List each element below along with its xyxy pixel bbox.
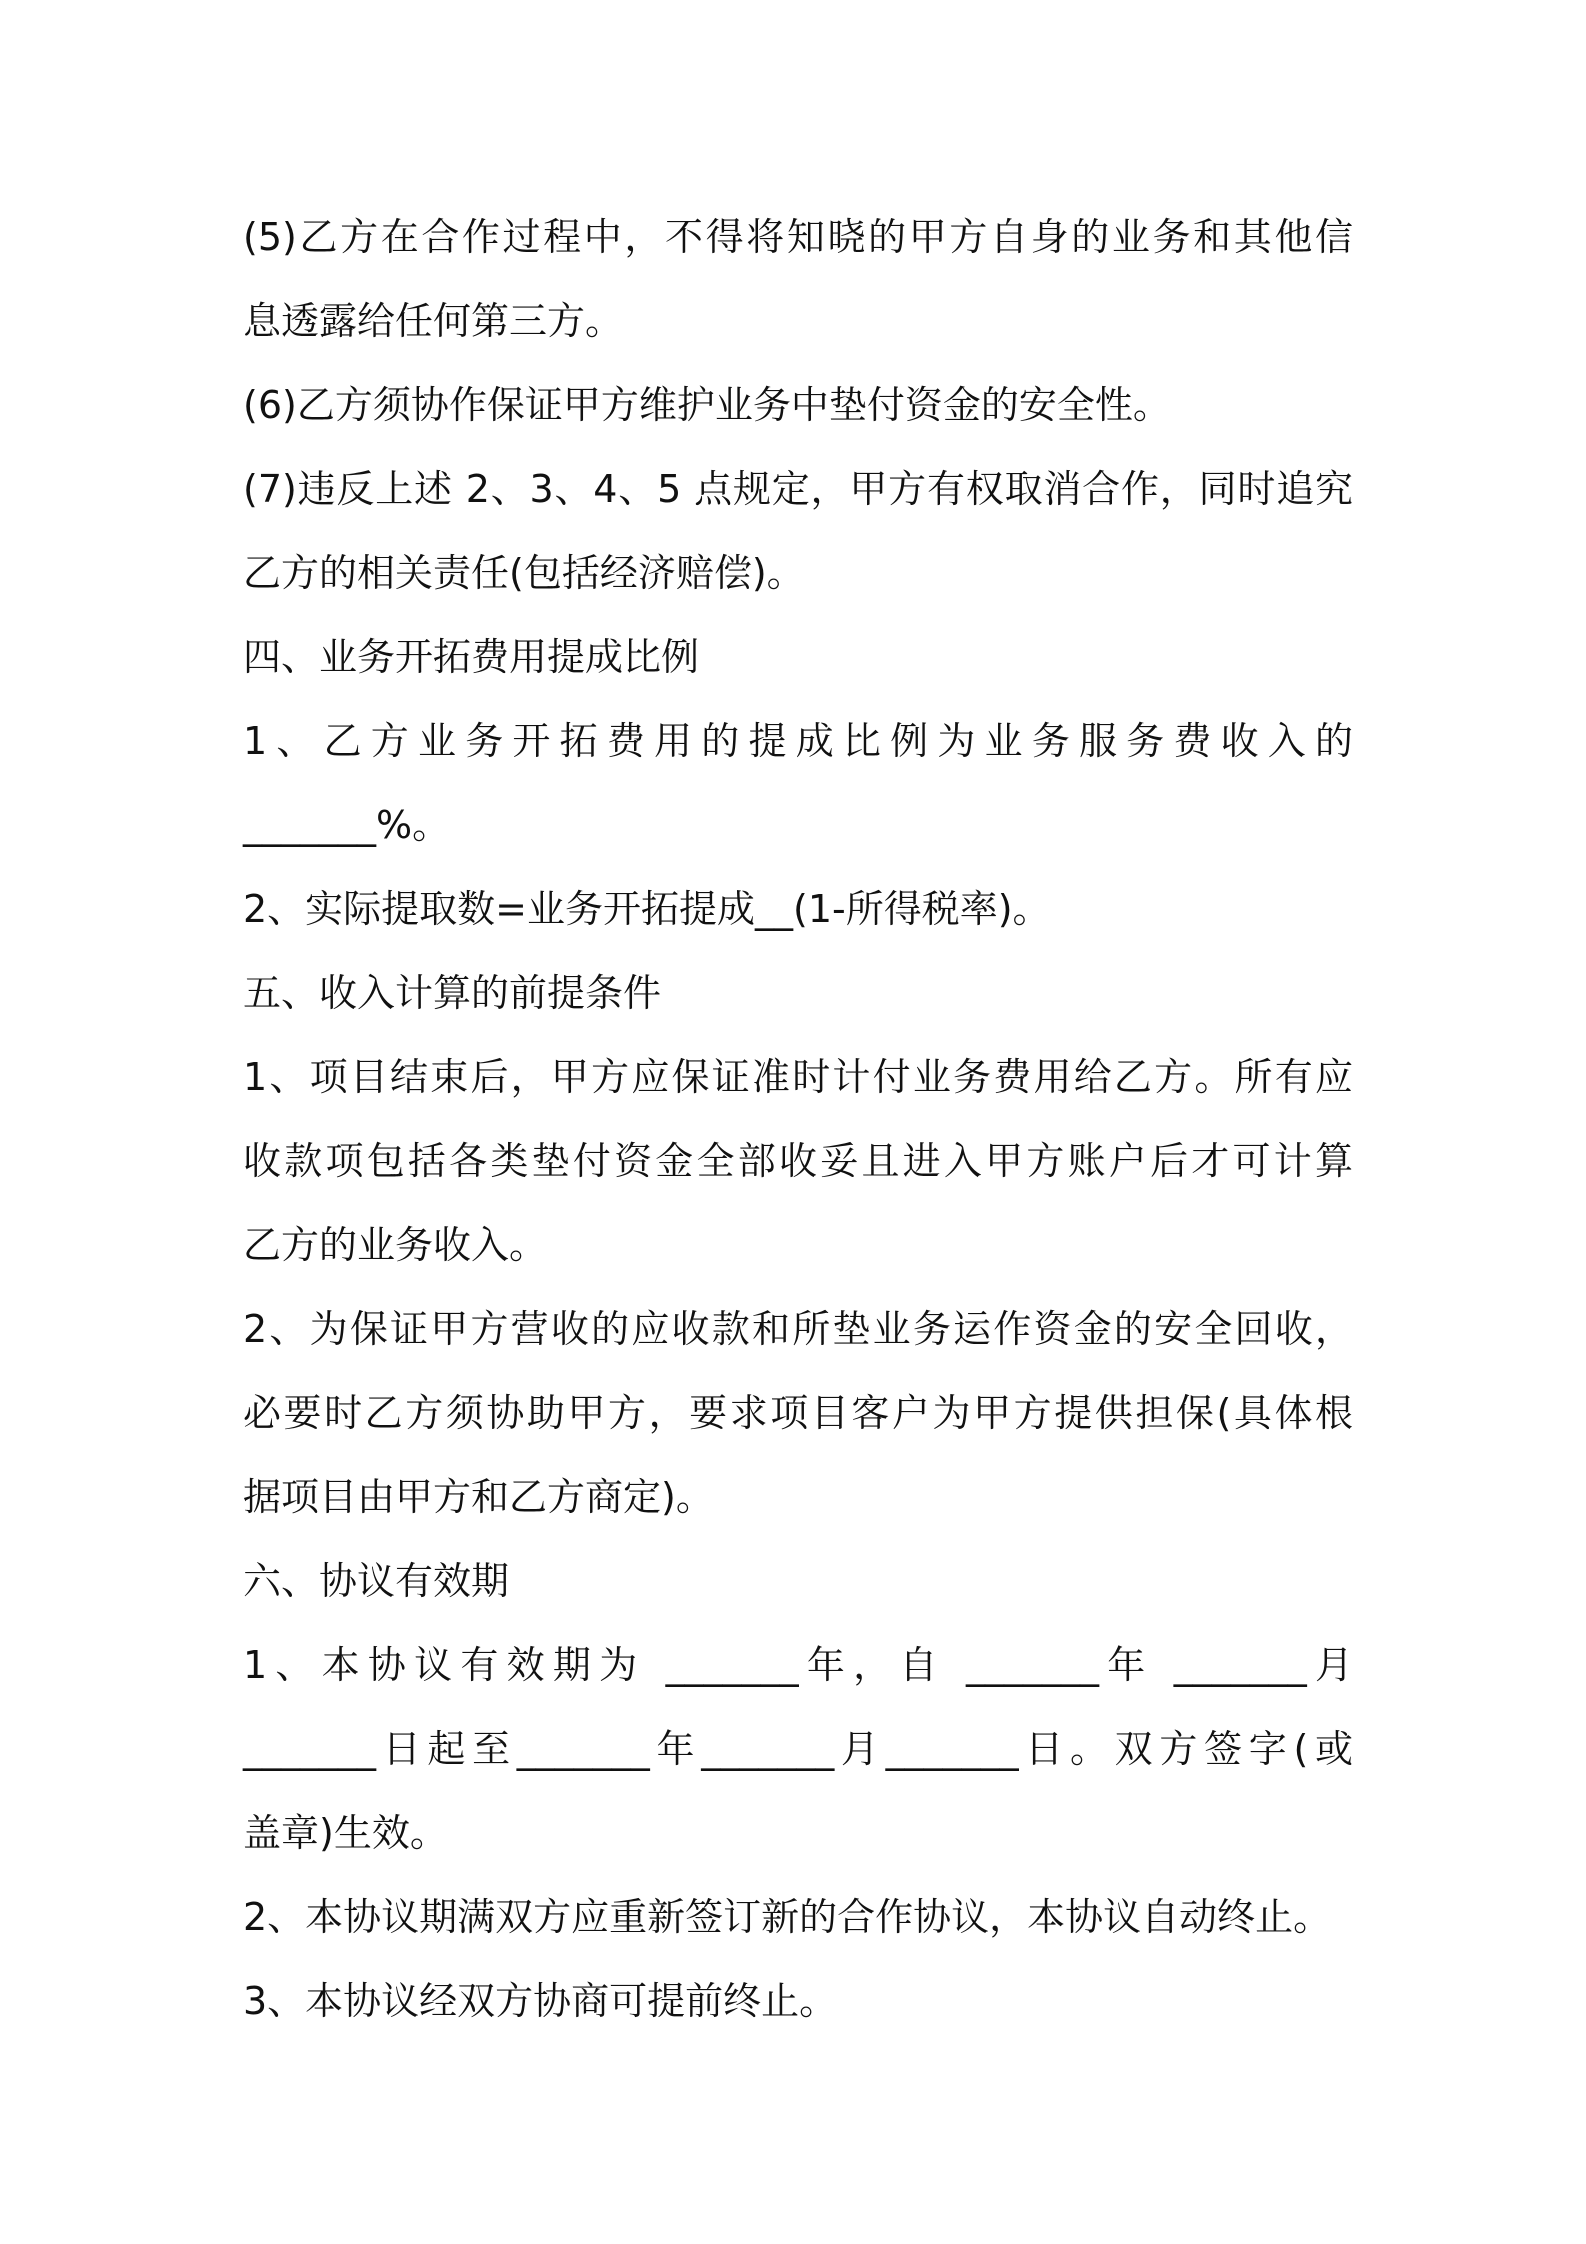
text-line: 3、本协议经双方协商可提前终止。 — [243, 1979, 838, 2023]
text-line: 收款项包括各类垫付资金全部收妥且进入甲方账户后才可计算 — [243, 1139, 1353, 1183]
section-heading: 五、收入计算的前提条件 — [243, 971, 662, 1015]
text-line: 1、项目结束后，甲方应保证准时计付业务费用给乙方。所有应 — [243, 1055, 1353, 1099]
text-line: 2、实际提取数=业务开拓提成__(1-所得税率)。 — [243, 887, 1051, 931]
text-line: 盖章)生效。 — [243, 1811, 448, 1855]
text-line: (5)乙方在合作过程中，不得将知晓的甲方自身的业务和其他信 — [243, 215, 1353, 259]
text-line: 1、本协议有效期为 _______年，自 _______年 _______月 — [243, 1643, 1353, 1687]
document-body — [243, 195, 1363, 2043]
text-line: 据项目由甲方和乙方商定)。 — [243, 1475, 714, 1519]
text-line: 乙方的相关责任(包括经济赔偿)。 — [243, 551, 805, 595]
text-line: 乙方的业务收入。 — [243, 1223, 548, 1267]
text-line: (6)乙方须协作保证甲方维护业务中垫付资金的安全性。 — [243, 383, 1171, 427]
text-line: 必要时乙方须协助甲方，要求项目客户为甲方提供担保(具体根 — [243, 1391, 1353, 1435]
text-line: 1、乙方业务开拓费用的提成比例为业务服务费收入的 — [243, 719, 1353, 763]
text-line: 2、为保证甲方营收的应收款和所垫业务运作资金的安全回收， — [243, 1307, 1353, 1351]
text-line: 息透露给任何第三方。 — [243, 299, 624, 343]
text-line: 2、本协议期满双方应重新签订新的合作协议，本协议自动终止。 — [243, 1895, 1332, 1939]
section-heading: 四、业务开拓费用提成比例 — [243, 635, 700, 679]
text-line: _______%。 — [243, 803, 451, 847]
section-heading: 六、协议有效期 — [243, 1559, 510, 1603]
text-line: (7)违反上述 2、3、4、5 点规定，甲方有权取消合作，同时追究 — [243, 467, 1353, 511]
text-line: _______日起至_______年_______月_______日。双方签字(或 — [243, 1727, 1353, 1771]
